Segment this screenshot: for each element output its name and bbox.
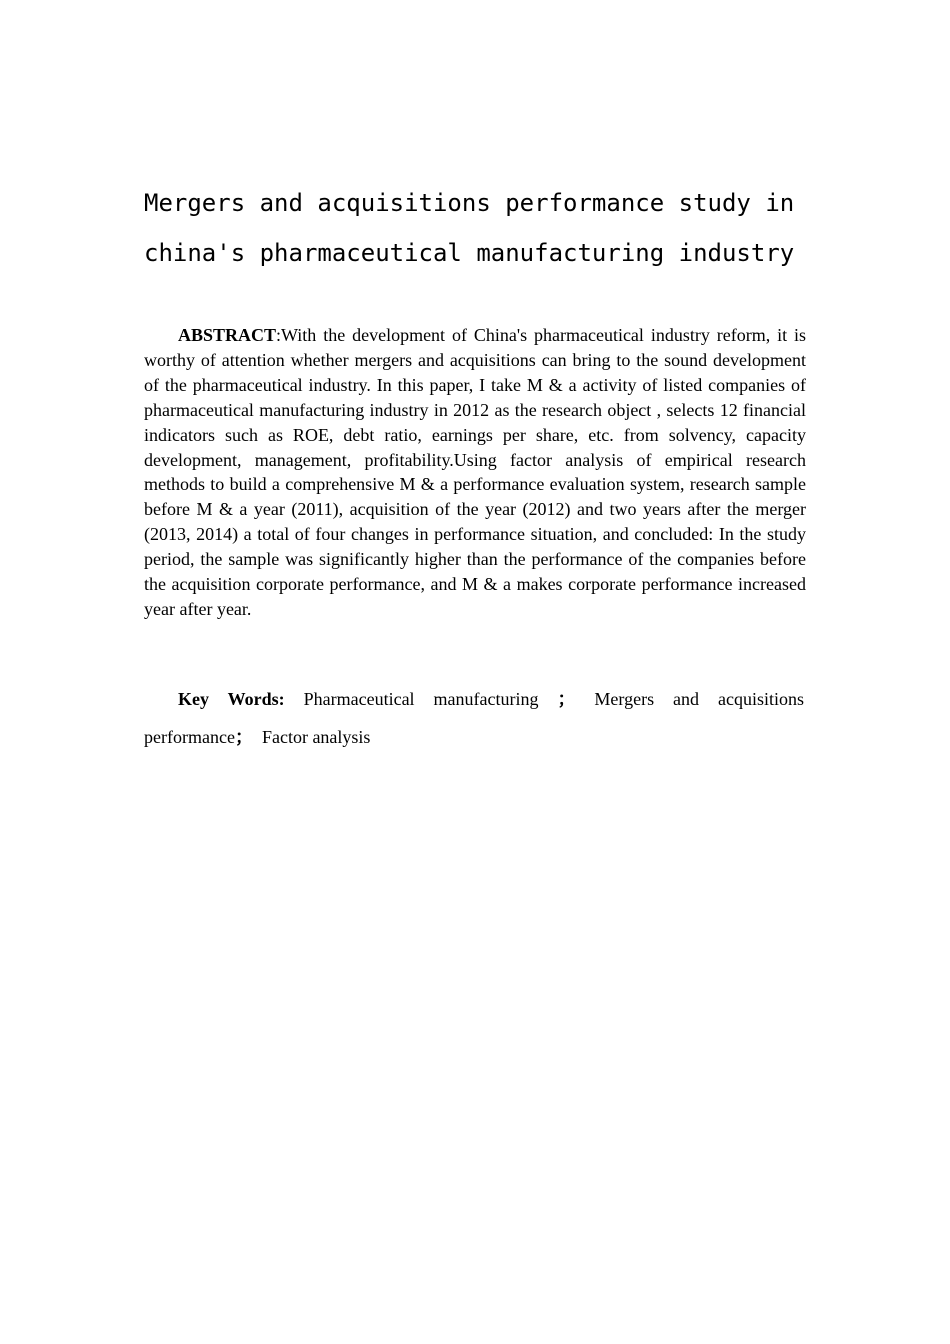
keyword-separator-2: ；	[234, 727, 253, 747]
keywords-label: Key Words:	[178, 689, 285, 709]
keywords-paragraph	[144, 680, 804, 756]
keyword-2: Mergers and acquisitions performance	[144, 689, 804, 747]
abstract-label: ABSTRACT	[178, 325, 277, 345]
abstract-paragraph	[144, 323, 806, 622]
keyword-separator-1: ；	[557, 689, 576, 709]
title-line-2: china's pharmaceutical manufacturing industry	[144, 239, 795, 267]
title-line-1: Mergers and acquisitions performance study in	[144, 189, 795, 217]
keyword-3: Factor analysis	[261, 727, 371, 747]
abstract-text: :With the development of China's pharmaceutical industry reform, it is worthy of attention whether mergers and acquisitions can bring to the sound development of the pharmaceutical industry. In this paper, I take M & a activity of listed companies of pharmaceutical manufacturing industry in 2012 as the research object , selects 12 financial indicators such as ROE, debt ratio, earnings per share, etc. from solvency, capacity development, management, profitability.Using factor analysis of empirical research methods to build a comprehensive M & a performance evaluation system, research sample before M & a year (2011), acquisition of the year (2012) and two years after the merger (2013, 2014) a total of four changes in performance situation, and concluded: In the study period, the sample was significantly higher than the performance of the companies before the acquisition corporate performance, and M & a makes corporate performance increased year after year.	[144, 325, 806, 619]
paper-title	[144, 178, 824, 278]
keyword-1: Pharmaceutical manufacturing	[303, 689, 539, 709]
